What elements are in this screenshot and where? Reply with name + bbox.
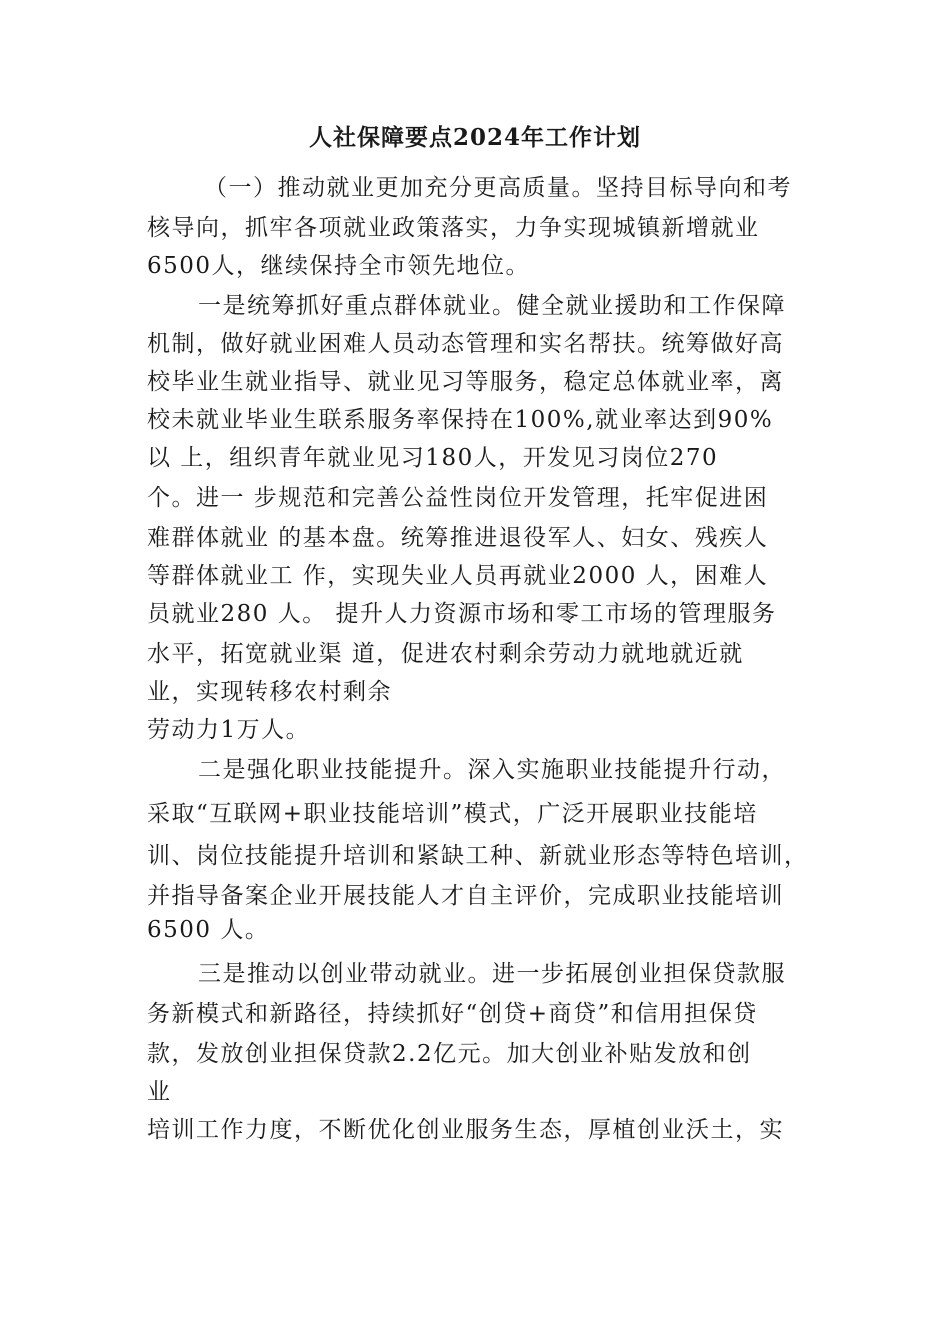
paragraph-line: 款，发放创业担保贷款2.2亿元。加大创业补贴发放和创	[147, 1041, 752, 1067]
paragraph-line: 业	[147, 1079, 172, 1105]
paragraph-line: 水平，拓宽就业渠 道，促进农村剩余劳动力就地就近就	[147, 641, 744, 667]
paragraph-line: 6500人，继续保持全市领先地位。	[147, 253, 531, 279]
paragraph-line: 采取“互联网+职业技能培训”模式，广泛开展职业技能培	[147, 801, 758, 827]
paragraph-line: 业，实现转移农村剩余	[147, 679, 392, 705]
paragraph-line: 务新模式和新路径，持续抓好“创贷+商贷”和信用担保贷	[147, 1001, 758, 1027]
paragraph-line: 校毕业生就业指导、就业见习等服务，稳定总体就业率，离	[147, 369, 784, 395]
document-title: 人社保障要点2024年工作计划	[308, 124, 641, 151]
paragraph-line: 难群体就业 的基本盘。统筹推进退役军人、妇女、残疾人	[147, 525, 769, 551]
paragraph-line: 6500 人。	[147, 917, 270, 943]
paragraph-line: 培训工作力度，不断优化创业服务生态，厚植创业沃土，实	[147, 1117, 784, 1143]
paragraph-line: 个。进一 步规范和完善公益性岗位开发管理，托牢促进困	[147, 485, 769, 511]
paragraph-line: 一是统筹抓好重点群体就业。健全就业援助和工作保障	[198, 293, 786, 319]
paragraph-line: 劳动力1万人。	[147, 717, 311, 743]
paragraph-line: 员就业280 人。 提升人力资源市场和零工市场的管理服务	[147, 601, 777, 627]
paragraph-line: 等群体就业工 作，实现失业人员再就业2000 人，困难人	[147, 563, 769, 589]
paragraph-line: 二是强化职业技能提升。深入实施职业技能提升行动，	[198, 757, 786, 783]
paragraph-line: 训、岗位技能提升培训和紧缺工种、新就业形态等特色培训，	[147, 843, 809, 869]
paragraph-line: 并指导备案企业开展技能人才自主评价，完成职业技能培训	[147, 883, 784, 909]
paragraph-line: 机制，做好就业困难人员动态管理和实名帮扶。统筹做好高	[147, 331, 784, 357]
paragraph-line: 校未就业毕业生联系服务率保持在100%,就业率达到90%	[147, 407, 774, 433]
paragraph-line: 核导向，抓牢各项就业政策落实，力争实现城镇新增就业	[147, 215, 760, 241]
paragraph-line: 三是推动以创业带动就业。进一步拓展创业担保贷款服	[198, 961, 786, 987]
paragraph-line: （一）推动就业更加充分更高质量。坚持目标导向和考	[204, 175, 792, 201]
paragraph-line: 以 上，组织青年就业见习180人，开发见习岗位270	[147, 445, 719, 471]
